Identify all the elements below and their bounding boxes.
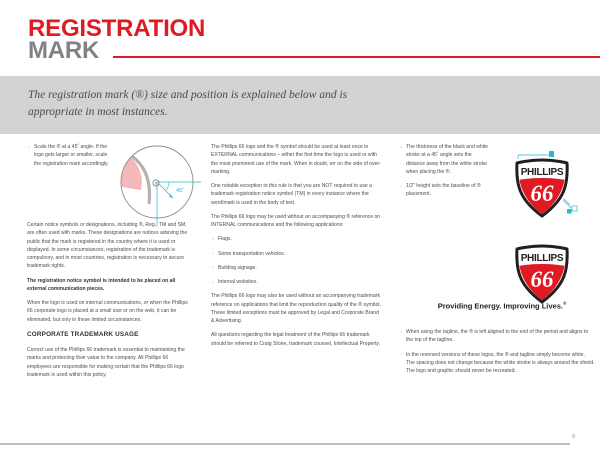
- mid-paragraph-reproduction: The Phillips 66 logo may also be used without an accompanying trademark reference on applications that limit the reproduction quality of the ® symbol. These limited exceptions must be approved by Legal and Corporate Brand & Advertising.: [211, 293, 381, 324]
- right-bottom-bullets: [399, 328, 595, 375]
- list-item: · Internal websites.: [211, 278, 381, 286]
- logo-wordmark: PHILLIPS: [520, 167, 564, 178]
- footer-divider-rule: [0, 443, 570, 445]
- diagram-angle-arc: [166, 182, 170, 191]
- right-column-bottom: [399, 328, 595, 381]
- logo-number: 66: [530, 181, 554, 206]
- mid-application-bullets: [211, 235, 381, 286]
- left-subheading: CORPORATE TRADEMARK USAGE: [27, 330, 139, 338]
- right-top-bullets: [399, 143, 491, 199]
- intro-band: [0, 76, 600, 134]
- brand-tagline-text: Providing Energy. Improving Lives.: [437, 301, 563, 311]
- page-title-primary: REGISTRATION: [28, 15, 206, 42]
- phillips-66-logo-primary: [504, 146, 580, 228]
- middle-column: [211, 143, 381, 354]
- registration-mark-superscript: ®: [562, 301, 567, 306]
- list-item: · The thickness of the black and white stroke at a 45˚ angle sets the distance away from the white stroke when placing the ®.: [399, 143, 491, 176]
- list-item: · Some transportation vehicles.: [211, 250, 381, 258]
- logo-a-svg: [504, 146, 580, 228]
- list-item: · When using the tagline, the ® is left aligned to the end of the period and aligns to the top of the tagline.: [399, 328, 595, 345]
- list-item: · 1/2" height sets the baseline of ® placement.: [399, 182, 491, 199]
- brand-tagline: [404, 301, 600, 311]
- page-title-secondary: MARK: [28, 37, 100, 65]
- list-item: · Building signage.: [211, 264, 381, 272]
- logo-wordmark: PHILLIPS: [520, 253, 564, 264]
- logo-number: 66: [530, 267, 554, 292]
- left-scale-bullet-list: [27, 143, 113, 168]
- registration-mark-diagram: [115, 142, 203, 230]
- registration-mark-glyph: ®: [154, 182, 158, 186]
- diagram-arrowhead-icon: [170, 194, 174, 199]
- list-item: · In the reversed versions of these logos, the ® and tagline simply become white. The spacing does not change because the white stroke is always around the shield. The logo and graphic should never be recreated.: [399, 351, 595, 376]
- diagram-svg: [115, 142, 203, 230]
- header-divider-rule: [113, 56, 600, 58]
- page-header: [0, 0, 600, 73]
- list-item: · Scale the ® at a 45˚ angle. If the logo gets larger or smaller, scale the registration mark accordingly.: [27, 143, 113, 168]
- diagram-shield-detail: [115, 142, 150, 204]
- mid-paragraph-exception: One notable exception to this rule is that you are NOT required to use a trademark registration notice symbol (TM) in every instance where the word/mark is used in the body of text.: [211, 183, 373, 206]
- mid-paragraph-questions: All questions regarding the legal treatment of the Phillips 66 trademark should be referred to Craig Stone, trademark counsel, Intellectual Property.: [211, 332, 380, 347]
- logo-panel: [492, 140, 600, 325]
- left-paragraph-notice: Certain notice symbols or designations, including ®, Reg., TM and SM, are often used with marks. These designations are notices advising the public that the mark is registered in the country where it is used or displayed. In some circumstances, registration of the trademark is compulsory, and in most countries, registration is necessary to secure trademark rights.: [27, 222, 188, 270]
- list-item: · Flags.: [211, 235, 381, 243]
- left-paragraph-usage: Correct use of the Phillips 66 trademark is essential to maintaining the marks and protecting their value to the company. All Phillips 66 employees are responsible for making certain that the Phillips 66 logo trademark is used within this policy.: [27, 347, 185, 378]
- mid-paragraph-internal-intro: The Phillips 66 logo may be used without an accompanying ® reference on INTERNAL communications and the following applications:: [211, 213, 381, 228]
- page-number: 9: [572, 434, 576, 440]
- diagram-angle-label: 45˚: [176, 188, 185, 194]
- left-bold-note: The registration notice symbol is intended to be placed on all external communication pieces.: [27, 277, 176, 292]
- right-column-top: [399, 143, 491, 205]
- left-paragraph-internal: When the logo is used on internal communications, or when the Phillips 66 corporate logo is placed at a small size or on the web, it can be eliminated, but only in these limited circumstances.: [27, 300, 188, 323]
- mid-paragraph-external: The Phillips 66 logo and the ® symbol should be used at least once in EXTERNAL communications – either the first time the logo is used or with the most prominent use of the mark. When in doubt, err on the side of over-marking.: [211, 144, 381, 175]
- intro-text: The registration mark (®) size and position is explained below and is appropriate in most instances.: [28, 89, 348, 118]
